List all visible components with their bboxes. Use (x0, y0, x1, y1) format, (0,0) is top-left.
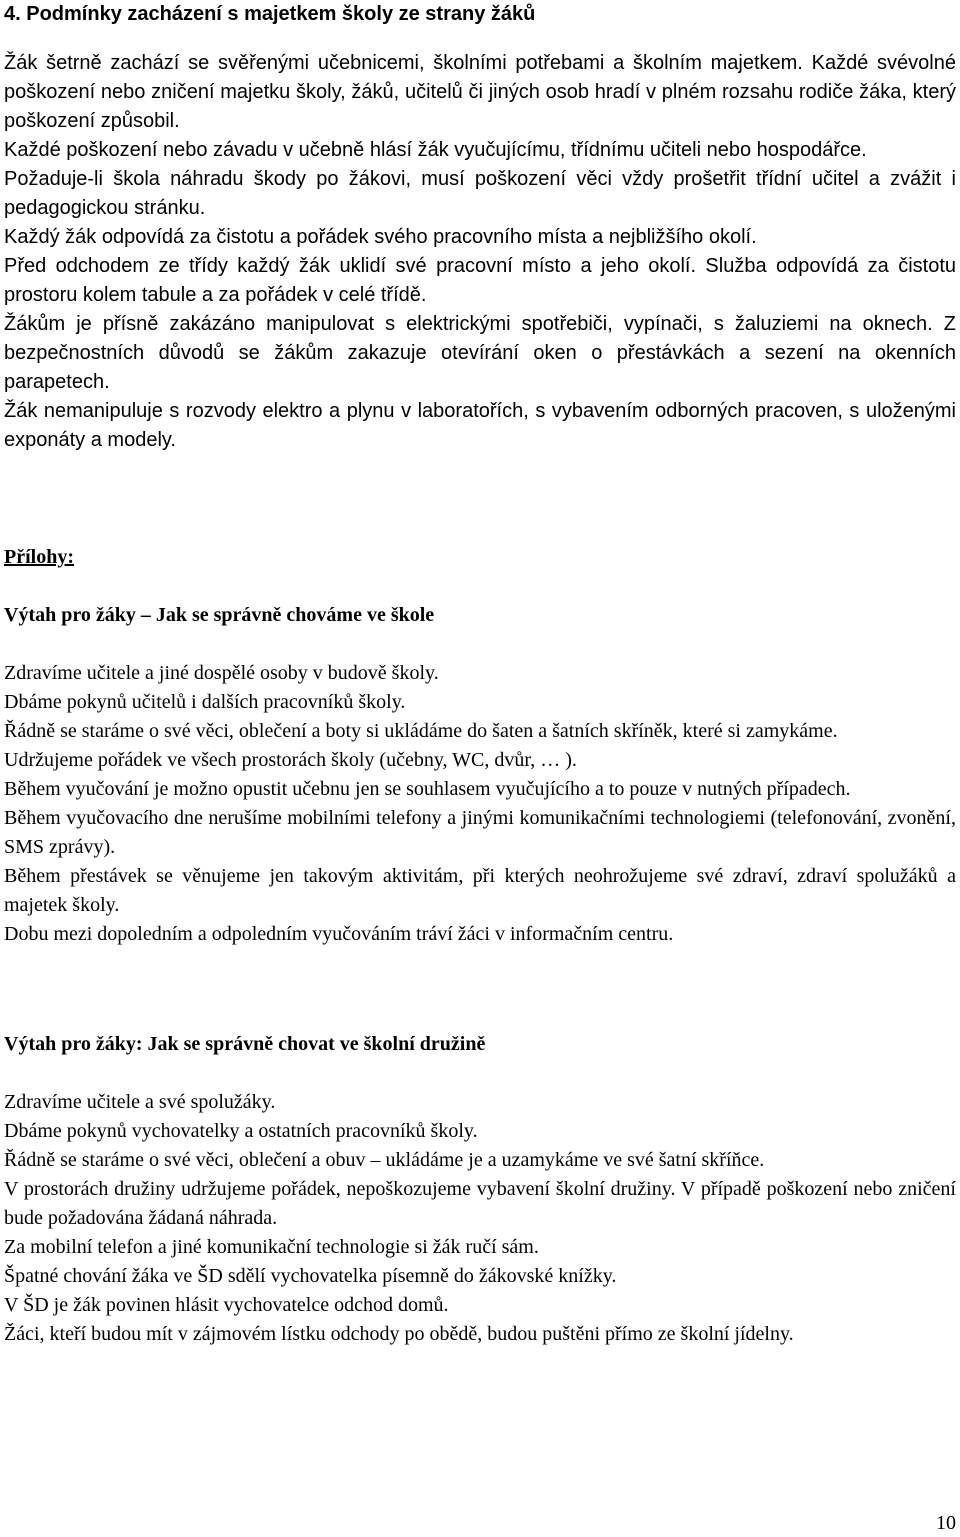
paragraph: Žákům je přísně zakázáno manipulovat s elektrickými spotřebiči, vypínači, s žaluziemi na oknech. Z bezpečnostních důvodů se žákům zakazuje otevírání oken o přestávkách a sezení na okenních parapetech. (4, 313, 956, 393)
list-item: Udržujeme pořádek ve všech prostorách školy (učebny, WC, dvůr, … ). (4, 749, 577, 771)
list-item: Zdravíme učitele a své spolužáky. (4, 1091, 276, 1113)
paragraph: Každé poškození nebo závadu v učebně hlásí žák vyučujícímu, třídnímu učiteli nebo hospodářce. (4, 139, 867, 161)
list-item: Žáci, kteří budou mít v zájmovém lístku odchody po obědě, budou puštěni přímo ze školní jídelny. (4, 1323, 794, 1345)
list-item: Zdravíme učitele a jiné dospělé osoby v budově školy. (4, 662, 439, 684)
extract-club-title-block (4, 1030, 956, 1059)
list-item: Dbáme pokynů učitelů i dalších pracovníků školy. (4, 691, 406, 713)
list-item: V ŠD je žák povinen hlásit vychovatelce odchod domů. (4, 1294, 449, 1316)
attachments-block (4, 543, 956, 572)
list-item: Během přestávek se věnujeme jen takovým aktivitám, při kterých neohrožujeme své zdraví, zdraví spolužáků a majetek školy. (4, 865, 956, 916)
attachments-title: Přílohy: (4, 546, 74, 568)
list-item: Řádně se staráme o své věci, oblečení a boty si ukládáme do šaten a šatních skříněk, které si zamykáme. (4, 720, 838, 742)
list-item: Za mobilní telefon a jiné komunikační technologie si žák ručí sám. (4, 1236, 539, 1258)
list-item: Během vyučování je možno opustit učebnu jen se souhlasem vyučujícího a to pouze v nutných případech. (4, 778, 851, 800)
page-number: 10 (936, 1512, 956, 1534)
paragraph: Před odchodem ze třídy každý žák uklidí své pracovní místo a jeho okolí. Služba odpovídá za čistotu prostoru kolem tabule a za pořádek v celé třídě. (4, 255, 956, 306)
list-item: Řádně se staráme o své věci, oblečení a obuv – ukládáme je a uzamykáme ve své šatní skříňce. (4, 1149, 765, 1171)
extract-school-title: Výtah pro žáky – Jak se správně chováme ve škole (4, 604, 435, 626)
list-item: Špatné chování žáka ve ŠD sdělí vychovatelka písemně do žákovské knížky. (4, 1265, 617, 1287)
paragraph: Každý žák odpovídá za čistotu a pořádek svého pracovního místa a nejbližšího okolí. (4, 226, 757, 248)
paragraph: Požaduje-li škola náhradu škody po žákovi, musí poškození věci vždy prošetřit třídní učitel a zvážit i pedagogickou stránku. (4, 168, 956, 219)
section-heading: 4. Podmínky zacházení s majetkem školy ze strany žáků (4, 3, 536, 25)
list-item: V prostorách družiny udržujeme pořádek, nepoškozujeme vybavení školní družiny. V případě poškození nebo zničení bude požadována žádaná náhrada. (4, 1178, 956, 1229)
section-4-body (4, 49, 956, 455)
extract-club-title: Výtah pro žáky: Jak se správně chovat ve školní družině (4, 1033, 486, 1055)
list-item: Dobu mezi dopoledním a odpoledním vyučováním tráví žáci v informačním centru. (4, 923, 674, 945)
extract-school-list (4, 659, 956, 949)
paragraph: Žák nemanipuluje s rozvody elektro a plynu v laboratořích, s vybavením odborných pracoven, s uloženými exponáty a modely. (4, 400, 956, 451)
paragraph: Žák šetrně zachází se svěřenými učebnicemi, školními potřebami a školním majetkem. Každé svévolné poškození nebo zničení majetku školy, žáků, učitelů či jiných osob hradí v plném rozsahu rodiče žáka, který poškození způsobil. (4, 52, 956, 132)
extract-school-title-block (4, 601, 956, 630)
list-item: Během vyučovacího dne nerušíme mobilními telefony a jinými komunikačními technologiemi (telefonování, zvonění, SMS zprávy). (4, 807, 956, 858)
extract-club-list (4, 1088, 956, 1349)
list-item: Dbáme pokynů vychovatelky a ostatních pracovníků školy. (4, 1120, 478, 1142)
